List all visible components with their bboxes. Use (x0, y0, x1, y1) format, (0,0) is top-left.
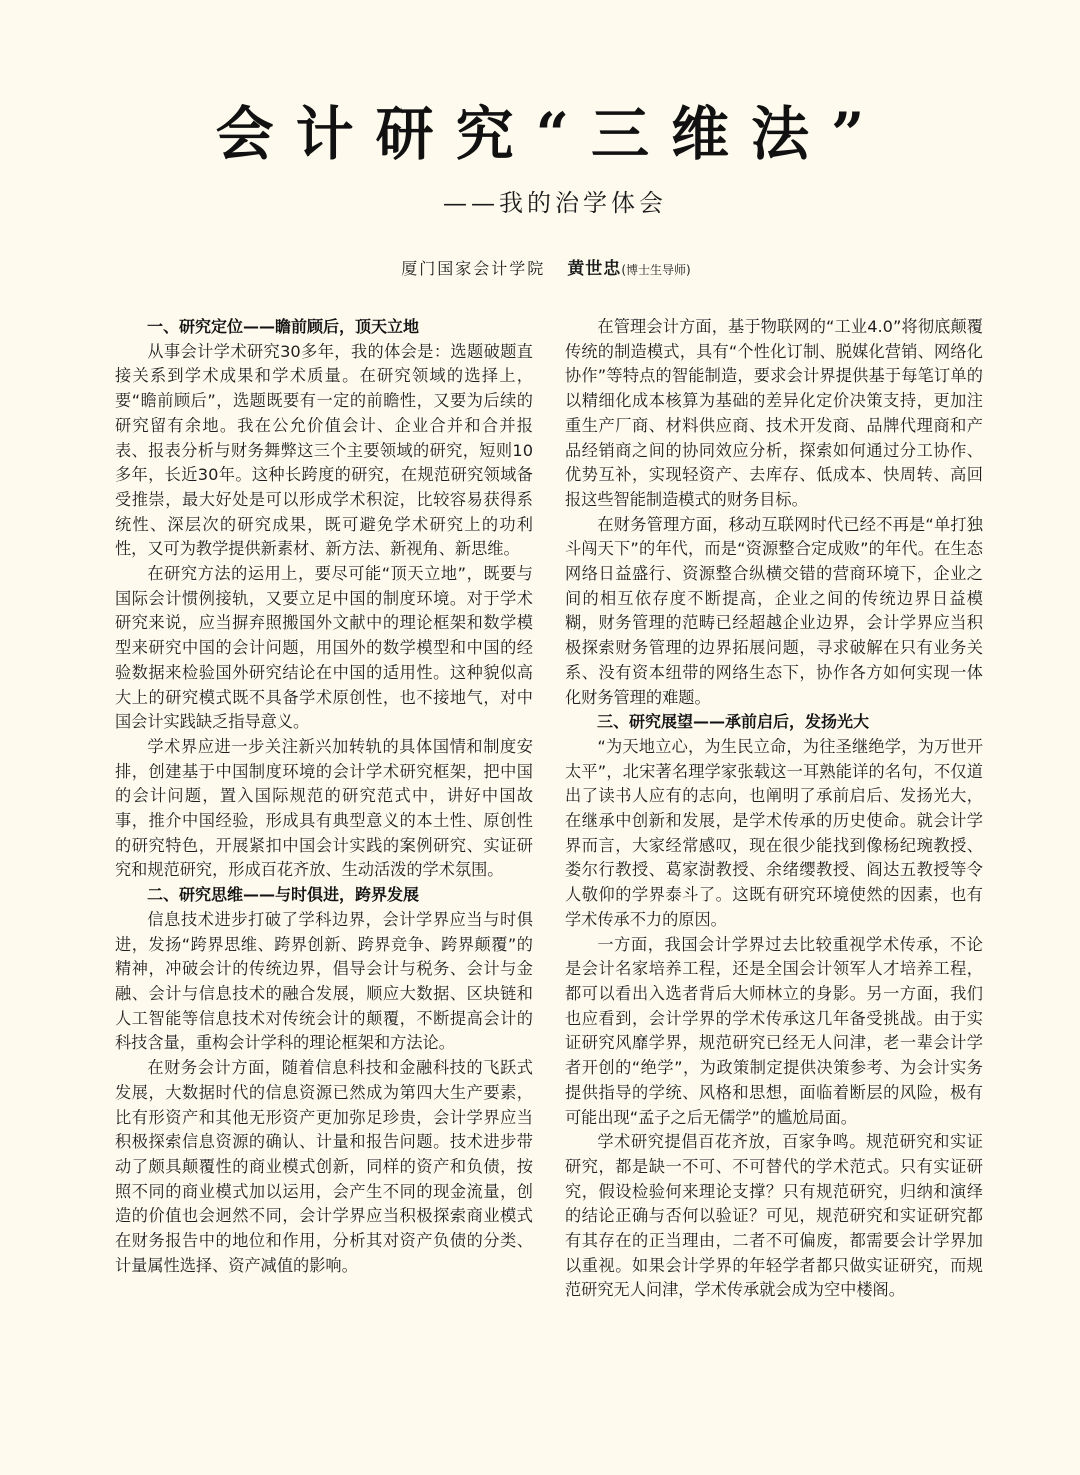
article-subtitle: ——我的治学体会 (443, 189, 667, 217)
paragraph: 在财务管理方面，移动互联网时代已经不再是“单打独斗闯天下”的年代，而是“资源整合定成败”的年代。在生态网络日益盛行、资源整合纵横交错的营商环境下，企业之间的相互依存度不断提高，企业之间的传统边界日益模糊，财务管理的范畴已经超越企业边界，会计学界应当积极探索财务管理的边界拓展问题，寻求破解在只有业务关系、没有资本纽带的网络生态下，协作各方如何实现一体化财务管理的难题。 (565, 514, 983, 707)
article-title: 会计研究“三维法” (215, 100, 887, 168)
left-column (115, 315, 533, 1278)
paragraph: 学术研究提倡百花齐放，百家争鸣。规范研究和实证研究，都是缺一不可、不可替代的学术范式。只有实证研究，假设检验何来理论支撑？只有规范研究，归纳和演绎的结论正确与否何以验证？可见，规范研究和实证研究都有其存在的正当理由，二者不可偏废，都需要会计学界加以重视。如果会计学界的年轻学者都只做实证研究，而规范研究无人问津，学术传承就会成为空中楼阁。 (565, 1132, 983, 1300)
section-heading-3: 三、研究展望——承前启后，发扬光大 (597, 712, 870, 732)
author-name: 黄世忠 (567, 259, 622, 279)
right-column (565, 315, 983, 1303)
section-heading-2: 二、研究思维——与时俱进，跨界发展 (147, 885, 420, 905)
paragraph: 学术界应进一步关注新兴加转轨的具体国情和制度安排，创建基于中国制度环境的会计学术研究框架，把中国的会计问题，置入国际规范的研究范式中，讲好中国故事，推介中国经验，形成具有典型意义的本土性、原创性的研究特色，开展紧扣中国会计实践的案例研究、实证研究和规范研究，形成百花齐放、生动活泼的学术氛围。 (115, 736, 533, 880)
section-heading-1: 一、研究定位——瞻前顾后，顶天立地 (147, 317, 420, 336)
author-organization: 厦门国家会计学院 (401, 259, 546, 278)
paragraph: 一方面，我国会计学界过去比较重视学术传承，不论是会计名家培养工程，还是全国会计领军人才培养工程，都可以看出入选者背后大师林立的身影。另一方面，我们也应看到，会计学界的学术传承这几年备受挑战。由于实证研究风靡学界，规范研究已经无人问津，老一辈会计学者开创的“绝学”，为政策制定提供决策参考、为会计实务提供指导的学统、风格和思想，面临着断层的风险，极有可能出现“孟子之后无儒学”的尴尬局面。 (565, 934, 983, 1127)
paragraph: 从事会计学术研究30多年，我的体会是：选题破题直接关系到学术成果和学术质量。在研究领域的选择上，要“瞻前顾后”，选题既要有一定的前瞻性，又要为后续的研究留有余地。我在公允价值会计、企业合并和合并报表、报表分析与财务舞弊这三个主要领域的研究，短则10多年，长近30年。这种长跨度的研究，在规范研究领域备受推崇，最大好处是可以形成学术积淀，比较容易获得系统性、深层次的研究成果，既可避免学术研究上的功利性，又可为教学提供新素材、新方法、新视角、新思维。 (115, 341, 533, 559)
author-role: (博士生导师) (621, 263, 691, 277)
paragraph: 在研究方法的运用上，要尽可能“顶天立地”，既要与国际会计惯例接轨，又要立足中国的制度环境。对于学术研究来说，应当摒弃照搬国外文献中的理论框架和数学模型来研究中国的会计问题，用国外的数学模型和中国的经验数据来检验国外研究结论在中国的适用性。这种貌似高大上的研究模式既不具备学术原创性，也不接地气，对中国会计实践缺乏指导意义。 (115, 564, 533, 732)
paragraph: 在财务会计方面，随着信息科技和金融科技的飞跃式发展，大数据时代的信息资源已然成为第四大生产要素，比有形资产和其他无形资产更加弥足珍贵，会计学界应当积极探索信息资源的确认、计量和报告问题。技术进步带动了颇具颠覆性的商业模式创新，同样的资产和负债，按照不同的商业模式加以运用，会产生不同的现金流量，创造的价值也会迥然不同，会计学界应当积极探索商业模式在财务报告中的地位和作用，分析其对资产负债的分类、计量属性选择、资产减值的影响。 (115, 1058, 533, 1275)
paragraph: “为天地立心，为生民立命，为往圣继绝学，为万世开太平”，北宋著名理学家张载这一耳熟能详的名句，不仅道出了读书人应有的志向，也阐明了承前启后、发扬光大，在继承中创新和发展，是学术传承的历史使命。就会计学界而言，大家经常感叹，现在很少能找到像杨纪琬教授、娄尔行教授、葛家澍教授、余绪缨教授、阎达五教授等令人敬仰的学界泰斗了。这既有研究环境使然的因素，也有学术传承不力的原因。 (565, 736, 983, 929)
byline (0, 256, 1080, 283)
paragraph: 信息技术进步打破了学科边界，会计学界应当与时俱进，发扬“跨界思维、跨界创新、跨界竞争、跨界颠覆”的精神，冲破会计的传统边界，倡导会计与税务、会计与金融、会计与信息技术的融合发展，顺应大数据、区块链和人工智能等信息技术对传统会计的颠覆，不断提高会计的科技含量，重构会计学科的理论框架和方法论。 (115, 909, 533, 1053)
paragraph: 在管理会计方面，基于物联网的“工业4.0”将彻底颠覆传统的制造模式，具有“个性化订制、脱媒化营销、网络化协作”等特点的智能制造，要求会计界提供基于每笔订单的以精细化成本核算为基础的差异化定价决策支持，更加注重生产厂商、材料供应商、技术开发商、品牌代理商和产品经销商之间的协同效应分析，探索如何通过分工协作、优势互补，实现轻资产、去库存、低成本、快周转、高回报这些智能制造模式的财务目标。 (565, 317, 983, 509)
